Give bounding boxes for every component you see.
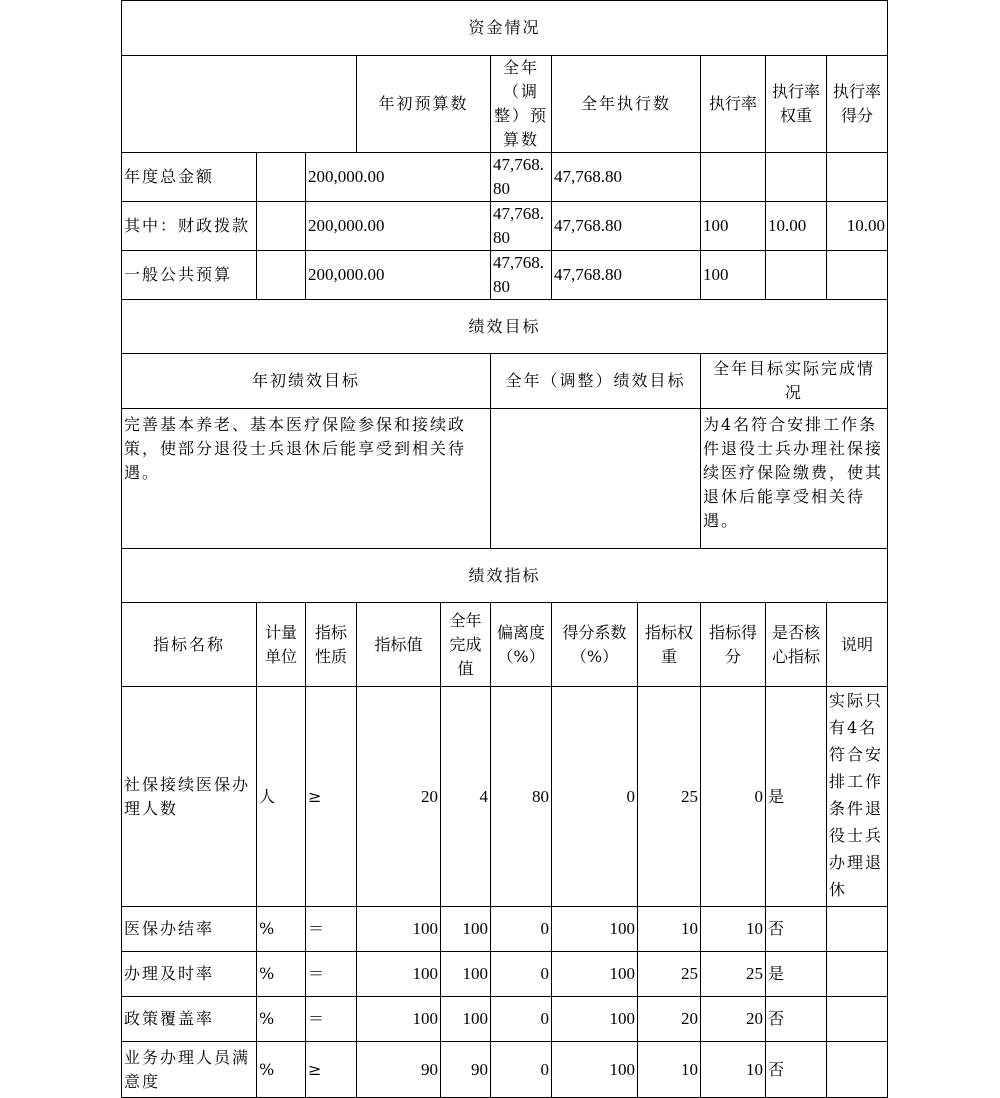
header-weight: 指标权 重 [638,603,701,687]
funding-header-row [122,56,888,153]
indicator-core: 是 [766,952,827,997]
funding-row-score [827,153,888,202]
adjusted-goal-text [491,409,701,549]
indicator-nature: ＝ [306,997,357,1042]
header-unit: 计量 单位 [257,603,306,687]
header-deviation: 偏离度 （%） [491,603,552,687]
indicator-row [122,1042,888,1098]
indicator-nature: ＝ [306,952,357,997]
header-target: 指标值 [357,603,441,687]
indicator-core: 否 [766,997,827,1042]
funding-row-executed: 47,768.80 [552,202,701,251]
indicator-coefficient: 0 [552,687,638,907]
initial-goal-text: 完善基本养老、基本医疗保险参保和接续政策，使部分退役士兵退休后能享受到相关待遇。 [122,409,491,549]
indicator-target: 100 [357,907,441,952]
goals-section-title: 绩效目标 [122,300,888,354]
indicator-nature: ≥ [306,1042,357,1098]
indicator-unit: 人 [257,687,306,907]
indicators-section-title: 绩效指标 [122,549,888,603]
performance-table [121,0,888,1098]
header-indicator-name: 指标名称 [122,603,257,687]
indicator-name: 政策覆盖率 [122,997,257,1042]
funding-row-score [827,251,888,300]
funding-row [122,153,888,202]
header-actual-completion: 全年目标实际完成情 况 [701,354,888,409]
header-completed: 全年 完成 值 [441,603,491,687]
funding-row-executed: 47,768.80 [552,251,701,300]
header-score: 指标得 分 [701,603,766,687]
indicator-deviation: 0 [491,997,552,1042]
funding-section-title: 资金情况 [122,1,888,56]
goals-content-row [122,409,888,549]
indicator-note [827,952,888,997]
indicator-nature: ＝ [306,907,357,952]
indicator-completed: 100 [441,997,491,1042]
funding-row-adjusted: 47,768.80 [491,202,552,251]
indicator-score: 0 [701,687,766,907]
indicator-completed: 90 [441,1042,491,1098]
funding-row-label: 年度总金额 [122,153,257,202]
indicator-score: 10 [701,1042,766,1098]
goals-header-row [122,354,888,409]
funding-row-weight [766,153,827,202]
indicator-target: 100 [357,952,441,997]
funding-row-weight: 10.00 [766,202,827,251]
indicator-note [827,907,888,952]
indicator-name: 办理及时率 [122,952,257,997]
indicator-deviation: 80 [491,687,552,907]
indicator-coefficient: 100 [552,1042,638,1098]
indicator-nature: ≥ [306,687,357,907]
header-note: 说明 [827,603,888,687]
indicator-note [827,1042,888,1098]
indicator-core: 否 [766,1042,827,1098]
funding-row [122,251,888,300]
funding-row-blank [257,251,306,300]
indicator-weight: 20 [638,997,701,1042]
indicator-row [122,952,888,997]
header-rate-weight: 执行率 权重 [766,56,827,153]
funding-header-blank [122,56,357,153]
funding-row-adjusted: 47,768.80 [491,153,552,202]
actual-completion-text: 为4名符合安排工作条件退役士兵办理社保接续医疗保险缴费，使其退休后能享受相关待遇。 [701,409,888,549]
funding-row-label: 其中：财政拨款 [122,202,257,251]
indicator-name: 医保办结率 [122,907,257,952]
indicator-score: 10 [701,907,766,952]
funding-row-initial: 200,000.00 [306,251,491,300]
indicator-unit: % [257,907,306,952]
indicator-coefficient: 100 [552,907,638,952]
header-annual-adjusted-budget: 全年（调 整）预算数 [491,56,552,153]
indicator-score: 25 [701,952,766,997]
indicator-unit: % [257,1042,306,1098]
indicator-row [122,687,888,907]
indicator-target: 90 [357,1042,441,1098]
indicator-weight: 25 [638,952,701,997]
header-core: 是否核 心指标 [766,603,827,687]
header-nature: 指标 性质 [306,603,357,687]
indicator-core: 否 [766,907,827,952]
indicator-completed: 100 [441,907,491,952]
header-execution-rate: 执行率 [701,56,766,153]
indicator-target: 100 [357,997,441,1042]
header-coefficient: 得分系数 （%） [552,603,638,687]
indicators-header-row [122,603,888,687]
funding-row-blank [257,153,306,202]
header-annual-execution: 全年执行数 [552,56,701,153]
funding-row-rate: 100 [701,202,766,251]
header-rate-score: 执行率 得分 [827,56,888,153]
indicator-unit: % [257,952,306,997]
header-adjusted-goal: 全年（调整）绩效目标 [491,354,701,409]
indicator-row [122,997,888,1042]
indicator-name: 业务办理人员满意度 [122,1042,257,1098]
indicator-name: 社保接续医保办理人数 [122,687,257,907]
funding-row-initial: 200,000.00 [306,202,491,251]
indicator-row [122,907,888,952]
indicator-deviation: 0 [491,907,552,952]
indicator-note [827,997,888,1042]
funding-row-rate [701,153,766,202]
indicator-weight: 25 [638,687,701,907]
indicator-deviation: 0 [491,952,552,997]
indicator-completed: 100 [441,952,491,997]
funding-row-score: 10.00 [827,202,888,251]
indicator-weight: 10 [638,1042,701,1098]
indicator-score: 20 [701,997,766,1042]
indicator-core: 是 [766,687,827,907]
funding-row-weight [766,251,827,300]
funding-row-adjusted: 47,768.80 [491,251,552,300]
funding-row-rate: 100 [701,251,766,300]
indicator-coefficient: 100 [552,997,638,1042]
indicator-weight: 10 [638,907,701,952]
header-initial-goal: 年初绩效目标 [122,354,491,409]
indicator-coefficient: 100 [552,952,638,997]
funding-row [122,202,888,251]
header-initial-budget: 年初预算数 [357,56,491,153]
indicator-deviation: 0 [491,1042,552,1098]
performance-sheet [121,0,887,1098]
funding-row-initial: 200,000.00 [306,153,491,202]
indicator-unit: % [257,997,306,1042]
indicator-target: 20 [357,687,441,907]
funding-row-executed: 47,768.80 [552,153,701,202]
indicator-note: 实际只有4名符合安排工作条件退役士兵办理退休 [827,687,888,907]
funding-row-blank [257,202,306,251]
indicator-completed: 4 [441,687,491,907]
funding-row-label: 一般公共预算 [122,251,257,300]
